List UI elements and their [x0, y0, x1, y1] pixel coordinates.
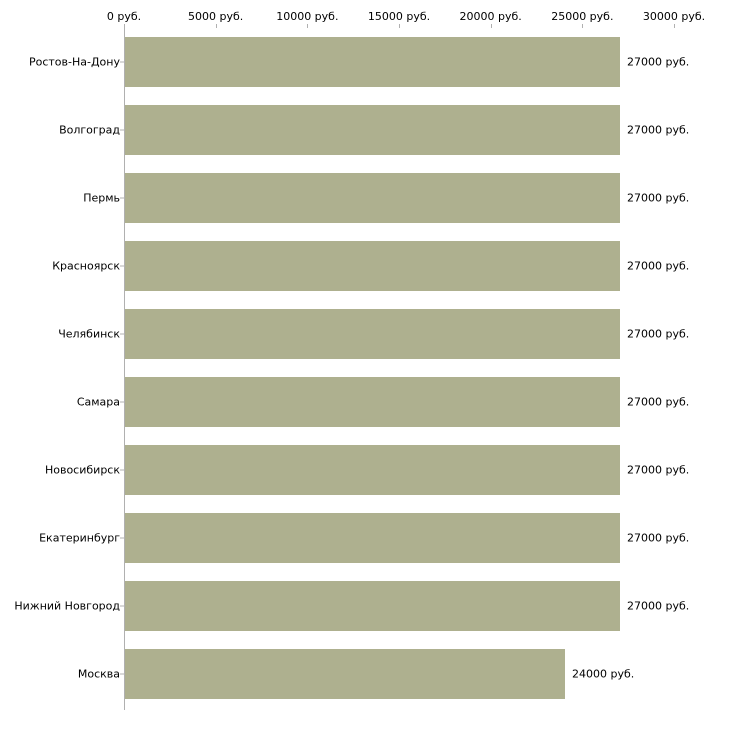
category-label-wrapper	[0, 300, 120, 368]
bar[interactable]	[125, 513, 620, 563]
bar[interactable]	[125, 37, 620, 87]
bar-value-label: 27000 руб.	[627, 55, 690, 69]
bar-row	[0, 164, 730, 232]
category-label-wrapper	[0, 572, 120, 640]
bar[interactable]	[125, 309, 620, 359]
bar-value-label: 27000 руб.	[627, 123, 690, 137]
bar-value-label: 27000 руб.	[627, 463, 690, 477]
category-label: Нижний Новгород	[14, 599, 120, 613]
bar-row	[0, 436, 730, 504]
bar[interactable]	[125, 241, 620, 291]
category-label: Екатеринбург	[39, 531, 120, 545]
bar-row	[0, 96, 730, 164]
category-label-wrapper	[0, 232, 120, 300]
bar-row	[0, 504, 730, 572]
x-tick-label: 25000 руб.	[551, 10, 614, 23]
category-label: Пермь	[83, 191, 120, 205]
category-label: Новосибирск	[44, 463, 120, 477]
category-label: Самара	[76, 395, 120, 409]
category-label: Волгоград	[59, 123, 120, 137]
bar-value-label: 27000 руб.	[627, 259, 690, 273]
x-tick-label: 30000 руб.	[642, 10, 706, 23]
bar-value-label: 27000 руб.	[627, 599, 690, 613]
bar-row	[0, 232, 730, 300]
y-tick-mark	[120, 470, 124, 471]
category-label-wrapper	[0, 164, 120, 232]
category-label: Челябинск	[58, 327, 120, 341]
bar-row	[0, 640, 730, 708]
y-tick-mark	[120, 606, 124, 607]
bar[interactable]	[125, 173, 620, 223]
category-label-wrapper	[0, 96, 120, 164]
bar[interactable]	[125, 377, 620, 427]
y-tick-mark	[120, 62, 124, 63]
bar-value-label: 24000 руб.	[572, 667, 635, 681]
bar[interactable]	[125, 649, 565, 699]
category-label-wrapper	[0, 504, 120, 572]
bar[interactable]	[125, 445, 620, 495]
category-label: Ростов-На-Дону	[28, 55, 120, 69]
y-tick-mark	[120, 266, 124, 267]
x-tick-label: 0 руб.	[106, 10, 142, 23]
category-label-wrapper	[0, 368, 120, 436]
bar[interactable]	[125, 105, 620, 155]
y-tick-mark	[120, 334, 124, 335]
x-tick-label: 15000 руб.	[367, 10, 431, 23]
bar-value-label: 27000 руб.	[627, 191, 690, 205]
bar-row	[0, 28, 730, 96]
bar-row	[0, 368, 730, 436]
y-tick-mark	[120, 674, 124, 675]
y-tick-mark	[120, 538, 124, 539]
bar[interactable]	[125, 581, 620, 631]
category-label-wrapper	[0, 436, 120, 504]
y-tick-mark	[120, 198, 124, 199]
x-tick-label: 10000 руб.	[276, 10, 339, 23]
category-label: Красноярск	[52, 259, 120, 273]
category-label-wrapper	[0, 640, 120, 708]
bar-row	[0, 572, 730, 640]
bar-row	[0, 300, 730, 368]
category-label-wrapper	[0, 28, 120, 96]
bar-value-label: 27000 руб.	[627, 395, 690, 409]
bar-value-label: 27000 руб.	[627, 531, 690, 545]
y-tick-mark	[120, 402, 124, 403]
y-tick-mark	[120, 130, 124, 131]
x-tick-label: 20000 руб.	[459, 10, 522, 23]
x-tick-label: 5000 руб.	[188, 10, 244, 23]
category-label: Москва	[77, 667, 120, 681]
bar-value-label: 27000 руб.	[627, 327, 690, 341]
